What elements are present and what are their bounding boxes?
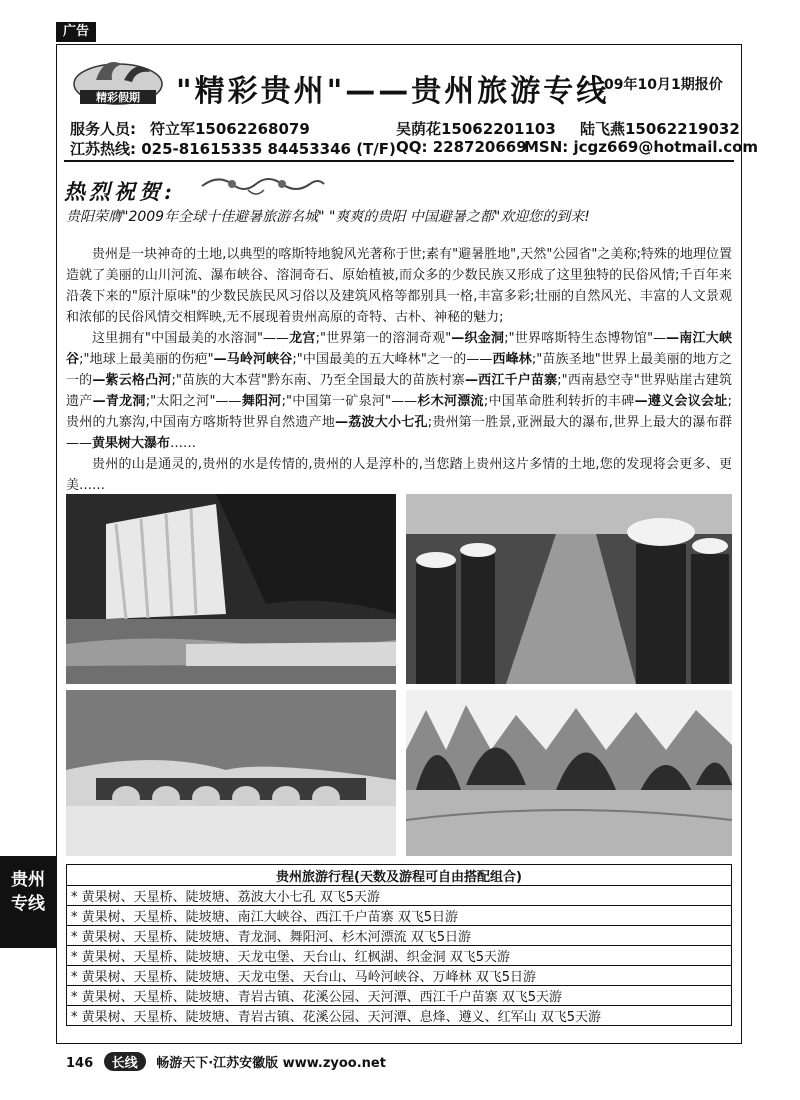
congrats-heading: 热烈祝贺: bbox=[64, 179, 176, 204]
page-footer bbox=[66, 1052, 386, 1071]
landmark-name: —青龙洞 bbox=[92, 394, 146, 409]
side-tab-line-1: 贵州 bbox=[11, 870, 45, 890]
congrats-banner: 贵阳荣膺"2009年全球十佳避暑旅游名城" "爽爽的贵阳 中国避暑之都"欢迎您的到来! bbox=[66, 209, 590, 225]
intro-segment-text: ;"世界喀斯特生态博物馆"— bbox=[504, 331, 667, 346]
footer-tagline: 畅游天下·江苏安徽版 www.zyoo.net bbox=[156, 1056, 386, 1071]
table-row bbox=[67, 906, 732, 926]
table-row bbox=[67, 946, 732, 966]
landmark-name: 黄果树大瀑布 bbox=[92, 436, 171, 451]
intro-paragraph-1: 贵州是一块神奇的土地,以典型的喀斯特地貌风光著称于世;素有"避暑胜地",天然"公园省"之美称;特殊的地理位置造就了美丽的山川河流、瀑布峡谷、溶洞奇石、原始植被,而众多的少数民族又形成了这里独特的民俗风情;千百年来沿袭下来的"原汁原味"的少数民族民风习俗以及建筑风格等都别具一格,丰富多彩;壮丽的自然风光、丰富的人文景观和浓郁的民俗风情交相辉映,无不展现着贵州高原的奇特、古朴、神秘的魅力; bbox=[66, 247, 732, 325]
itinerary-item: * 黄果树、天星桥、陡坡塘、荔波大小七孔 双飞5天游 bbox=[67, 886, 732, 906]
side-tab-line-2: 专线 bbox=[11, 894, 45, 914]
intro-segment-text: ;"世界第一的溶洞奇观" bbox=[315, 331, 452, 346]
landmark-name: —南江大峡谷 bbox=[66, 331, 732, 367]
table-row bbox=[67, 926, 732, 946]
table-row bbox=[67, 1006, 732, 1026]
section-side-tab bbox=[0, 856, 56, 948]
itinerary-item: * 黄果树、天星桥、陡坡塘、青龙洞、舞阳河、杉木河漂流 双飞5日游 bbox=[67, 926, 732, 946]
landmark-name: 杉木河漂流 bbox=[417, 394, 484, 409]
landmark-name: —织金洞 bbox=[451, 331, 505, 346]
intro-segment-text: ;"苗族的大本营"黔东南、乃至全国最大的苗族村寨 bbox=[171, 373, 465, 388]
intro-text bbox=[66, 244, 732, 496]
landmark-name: —遵义会议会址 bbox=[634, 394, 728, 409]
flourish-ornament-icon bbox=[198, 172, 328, 198]
staff-contact-1: 符立军15062268079 bbox=[150, 120, 310, 138]
intro-segment-text: ;"太阳之河"—— bbox=[145, 394, 242, 409]
photo-waterfall bbox=[66, 494, 396, 684]
intro-segment-text: ;"西南悬空寺"世界贴崖古建筑遗产 bbox=[66, 373, 732, 409]
landmark-name: —马岭河峡谷 bbox=[213, 352, 293, 367]
intro-segment-text: ;"中国第一矿泉河"—— bbox=[281, 394, 418, 409]
page-number: 146 bbox=[66, 1056, 94, 1071]
landmark-name: —西江千户苗寨 bbox=[465, 373, 558, 388]
intro-segment-text: 这里拥有"中国最美的水溶洞"—— bbox=[92, 331, 289, 346]
landmark-name: —紫云格凸河 bbox=[92, 373, 172, 388]
photo-karst-peaks bbox=[406, 690, 732, 856]
itinerary-item: * 黄果树、天星桥、陡坡塘、天龙屯堡、天台山、红枫湖、织金洞 双飞5天游 bbox=[67, 946, 732, 966]
landmark-name: —荔波大小七孔 bbox=[335, 415, 428, 430]
itinerary-item: * 黄果树、天星桥、陡坡塘、青岩古镇、花溪公园、天河潭、西江千户苗寨 双飞5天游 bbox=[67, 986, 732, 1006]
itinerary-item: * 黄果树、天星桥、陡坡塘、南江大峡谷、西江千户苗寨 双飞5日游 bbox=[67, 906, 732, 926]
intro-segment-text: ;"中国最美的五大峰林"之一的—— bbox=[292, 352, 493, 367]
section-pill: 长线 bbox=[104, 1052, 146, 1071]
brand-logo bbox=[66, 50, 170, 112]
intro-segment-text: ; 贵州的九寨沟,中国南方喀斯特世界自然遗产地 bbox=[66, 394, 732, 430]
photo-miao-festival bbox=[406, 494, 732, 684]
edition-label: 09年10月1期报价 bbox=[604, 77, 723, 93]
staff-contact-3: 陆飞燕15062219032 bbox=[580, 120, 740, 138]
photo-stone-bridge bbox=[66, 690, 396, 856]
intro-segment-text: ;中国革命胜利转折的丰碑 bbox=[483, 394, 635, 409]
table-row bbox=[67, 886, 732, 906]
staff-label: 服务人员: bbox=[70, 120, 136, 138]
intro-segment-text: ;"地球上最美丽的伤疤" bbox=[79, 352, 214, 367]
table-row bbox=[67, 986, 732, 1006]
page-title: "精彩贵州"——贵州旅游专线 bbox=[176, 74, 610, 109]
landmark-name: 龙宫 bbox=[288, 331, 316, 346]
landmark-name: 舞阳河 bbox=[241, 394, 282, 409]
staff-contact-2: 吴荫花15062201103 bbox=[396, 120, 556, 138]
hotline: 江苏热线: 025-81615335 84453346 (T/F) bbox=[70, 140, 396, 158]
msn-address: MSN: jcgz669@hotmail.com bbox=[524, 138, 759, 156]
itinerary-table bbox=[66, 864, 732, 1026]
divider bbox=[64, 160, 734, 162]
intro-segment-text: …… bbox=[170, 436, 197, 451]
qq-number: QQ: 228720669 bbox=[396, 138, 527, 156]
logo-text: 精彩假期 bbox=[96, 91, 140, 104]
itinerary-header: 贵州旅游行程(天数及游程可自由搭配组合) bbox=[67, 865, 732, 886]
table-row bbox=[67, 966, 732, 986]
intro-segment-text: ;贵州第一胜景,亚洲最大的瀑布,世界上最大的瀑布群—— bbox=[66, 415, 732, 451]
intro-segment-text: ;"苗族圣地"世界上最美丽的地方之一的 bbox=[66, 352, 732, 388]
intro-paragraph-2 bbox=[66, 328, 732, 454]
intro-paragraph-3: 贵州的山是通灵的,贵州的水是传情的,贵州的人是淳朴的,当您踏上贵州这片多情的土地,您的发现将会更多、更美…… bbox=[66, 457, 732, 493]
ad-label: 广告 bbox=[56, 22, 96, 42]
itinerary-item: * 黄果树、天星桥、陡坡塘、青岩古镇、花溪公园、天河潭、息烽、遵义、红军山 双飞5天游 bbox=[67, 1006, 732, 1026]
itinerary-item: * 黄果树、天星桥、陡坡塘、天龙屯堡、天台山、马岭河峡谷、万峰林 双飞5日游 bbox=[67, 966, 732, 986]
landmark-name: 西峰林 bbox=[492, 352, 532, 367]
